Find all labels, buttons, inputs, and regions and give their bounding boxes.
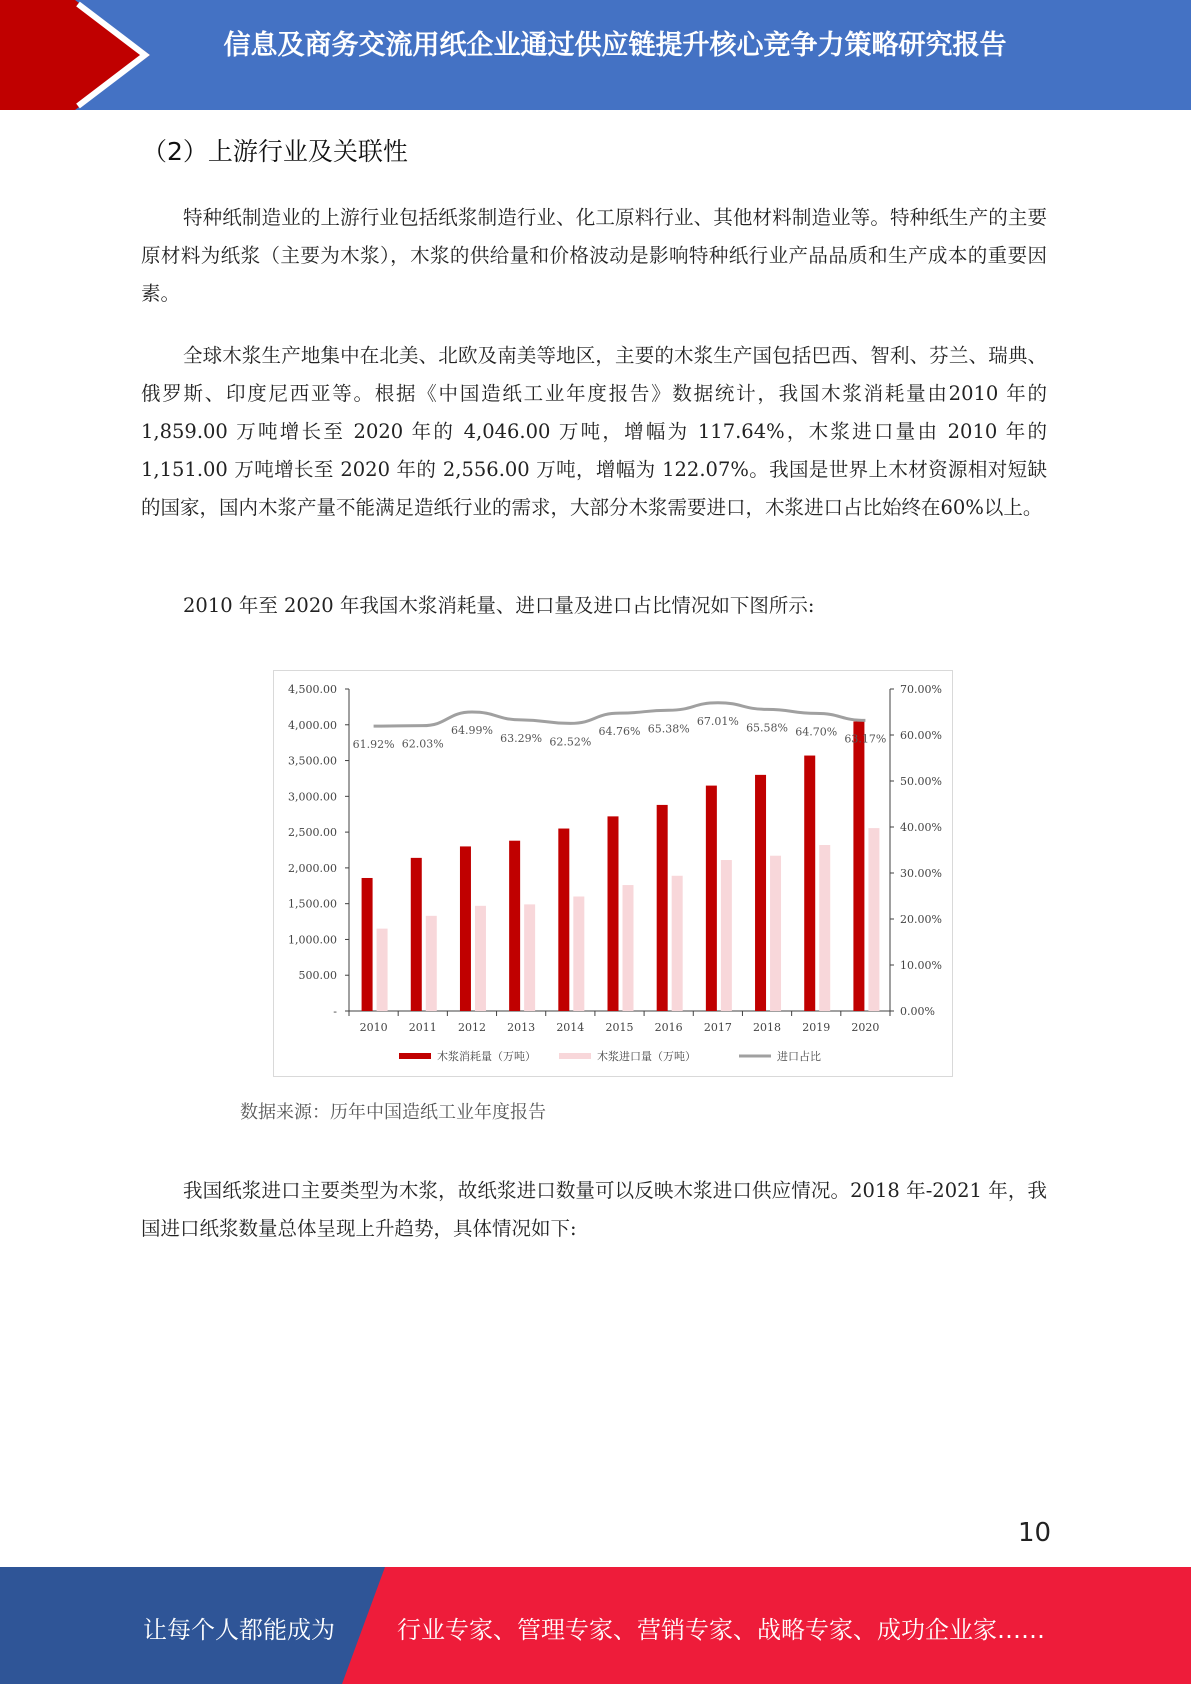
header-chevron-icon xyxy=(0,0,160,110)
header-bar xyxy=(0,0,1191,110)
bar-consumption xyxy=(804,756,815,1011)
bar-consumption xyxy=(362,878,373,1011)
bar-import xyxy=(573,897,584,1011)
right-axis-tick-label: 40.00% xyxy=(900,821,942,834)
bar-consumption xyxy=(853,721,864,1011)
bar-consumption xyxy=(411,858,422,1011)
left-axis-tick-label: 2,500.00 xyxy=(288,826,337,840)
x-axis-tick-label: 2013 xyxy=(507,1021,536,1034)
left-axis-tick-label: 1,000.00 xyxy=(288,933,337,947)
legend-swatch xyxy=(559,1053,591,1059)
bar-consumption xyxy=(657,805,668,1011)
data-label-import-ratio: 61.92% xyxy=(352,738,395,752)
legend-label: 木浆消耗量（万吨） xyxy=(437,1050,536,1063)
bar-consumption xyxy=(460,846,471,1011)
x-axis-tick-label: 2020 xyxy=(851,1021,880,1034)
bar-import xyxy=(524,904,535,1011)
left-axis-tick-label: - xyxy=(333,1005,337,1018)
data-label-import-ratio: 67.01% xyxy=(696,714,739,728)
bar-import xyxy=(770,856,781,1011)
right-axis-tick-label: 70.00% xyxy=(900,683,942,696)
pulp-chart-svg xyxy=(274,671,952,1076)
data-label-import-ratio: 62.03% xyxy=(401,737,444,751)
right-axis-tick-label: 10.00% xyxy=(900,959,942,972)
report-title: 信息及商务交流用纸企业通过供应链提升核心竞争力策略研究报告 xyxy=(223,30,1007,61)
x-axis-tick-label: 2017 xyxy=(703,1021,732,1034)
data-label-import-ratio: 62.52% xyxy=(549,735,592,749)
bar-consumption xyxy=(755,775,766,1011)
bar-import xyxy=(819,845,830,1011)
bar-import xyxy=(672,876,683,1011)
footer-banner xyxy=(0,1567,1191,1684)
x-axis-tick-label: 2014 xyxy=(556,1021,585,1034)
legend-label: 木浆进口量（万吨） xyxy=(597,1050,696,1063)
x-axis-tick-label: 2016 xyxy=(654,1021,683,1034)
legend-label: 进口占比 xyxy=(777,1050,821,1063)
bar-import xyxy=(426,916,437,1011)
data-label-import-ratio: 64.99% xyxy=(450,724,493,738)
right-axis-tick-label: 30.00% xyxy=(900,867,942,880)
pulp-chart xyxy=(273,670,953,1077)
data-label-import-ratio: 63.17% xyxy=(844,732,887,746)
left-axis-tick-label: 3,500.00 xyxy=(288,754,337,768)
left-axis-tick-label: 4,500.00 xyxy=(288,683,337,696)
paragraph-pulp-statistics: 全球木浆生产地集中在北美、北欧及南美等地区，主要的木浆生产国包括巴西、智利、芬兰、瑞典、俄罗斯、印度尼西亚等。根据《中国造纸工业年度报告》数据统计，我国木浆消耗量由2010 年的 1,859.00 万吨增长至 2020 年的 4,046.00 万吨，增幅为 117.64%，木浆进口量由 2010 年的 1,151.00 万吨增长至 2020 年的 2,556.00 万吨，增幅为 122.07%。我国是世界上木材资源相对短缺的国家，国内木浆产量不能满足造纸行业的需求，大部分木浆需要进口，木浆进口占比始终在60%以上。 xyxy=(141,344,1047,519)
data-label-import-ratio: 65.58% xyxy=(746,721,789,735)
left-axis-tick-label: 3,000.00 xyxy=(288,790,337,804)
x-axis-tick-label: 2012 xyxy=(457,1021,486,1034)
bar-import xyxy=(721,860,732,1011)
data-label-import-ratio: 64.70% xyxy=(795,725,838,739)
bar-import xyxy=(475,906,486,1011)
data-label-import-ratio: 65.38% xyxy=(647,722,690,736)
source-caption: 数据来源：历年中国造纸工业年度报告 xyxy=(240,1102,546,1123)
bar-consumption xyxy=(608,816,619,1011)
left-axis-tick-label: 1,500.00 xyxy=(288,897,337,911)
right-axis-tick-label: 20.00% xyxy=(900,913,942,926)
bar-consumption xyxy=(509,841,520,1011)
data-label-import-ratio: 63.29% xyxy=(500,731,543,745)
paragraph-chart-intro: 2010 年至 2020 年我国木浆消耗量、进口量及进口占比情况如下图所示: xyxy=(183,594,815,617)
bar-consumption xyxy=(558,829,569,1011)
x-axis-tick-label: 2015 xyxy=(605,1021,634,1034)
footer-slogan-left: 让每个人都能成为 xyxy=(143,1616,335,1644)
left-axis-tick-label: 500.00 xyxy=(298,969,337,983)
left-axis-tick-label: 4,000.00 xyxy=(288,718,337,732)
bar-import xyxy=(623,885,634,1011)
data-label-import-ratio: 64.76% xyxy=(598,725,641,739)
right-axis-tick-label: 60.00% xyxy=(900,729,942,742)
x-axis-tick-label: 2011 xyxy=(408,1021,437,1034)
legend-swatch xyxy=(399,1053,431,1059)
series-line-import-ratio xyxy=(374,703,866,726)
bar-consumption xyxy=(706,786,717,1011)
x-axis-tick-label: 2019 xyxy=(802,1021,831,1034)
bar-import xyxy=(868,828,879,1011)
right-axis-tick-label: 0.00% xyxy=(900,1005,935,1018)
right-axis-tick-label: 50.00% xyxy=(900,775,942,788)
bar-import xyxy=(377,929,388,1011)
x-axis-tick-label: 2018 xyxy=(753,1021,782,1034)
paragraph-pulp-import: 我国纸浆进口主要类型为木浆，故纸浆进口数量可以反映木浆进口供应情况。2018 年-2021 年，我国进口纸浆数量总体呈现上升趋势，具体情况如下: xyxy=(141,1179,1047,1240)
footer-slogan-right: 行业专家、管理专家、营销专家、战略专家、成功企业家…… xyxy=(397,1616,1045,1644)
section-heading: （2）上游行业及关联性 xyxy=(142,137,408,166)
paragraph-upstream-industries: 特种纸制造业的上游行业包括纸浆制造行业、化工原料行业、其他材料制造业等。特种纸生产的主要原材料为纸浆（主要为木浆），木浆的供给量和价格波动是影响特种纸行业产品品质和生产成本的重要因素。 xyxy=(141,206,1047,305)
left-axis-tick-label: 2,000.00 xyxy=(288,861,337,875)
page-number: 10 xyxy=(1018,1518,1052,1548)
x-axis-tick-label: 2010 xyxy=(359,1021,388,1034)
